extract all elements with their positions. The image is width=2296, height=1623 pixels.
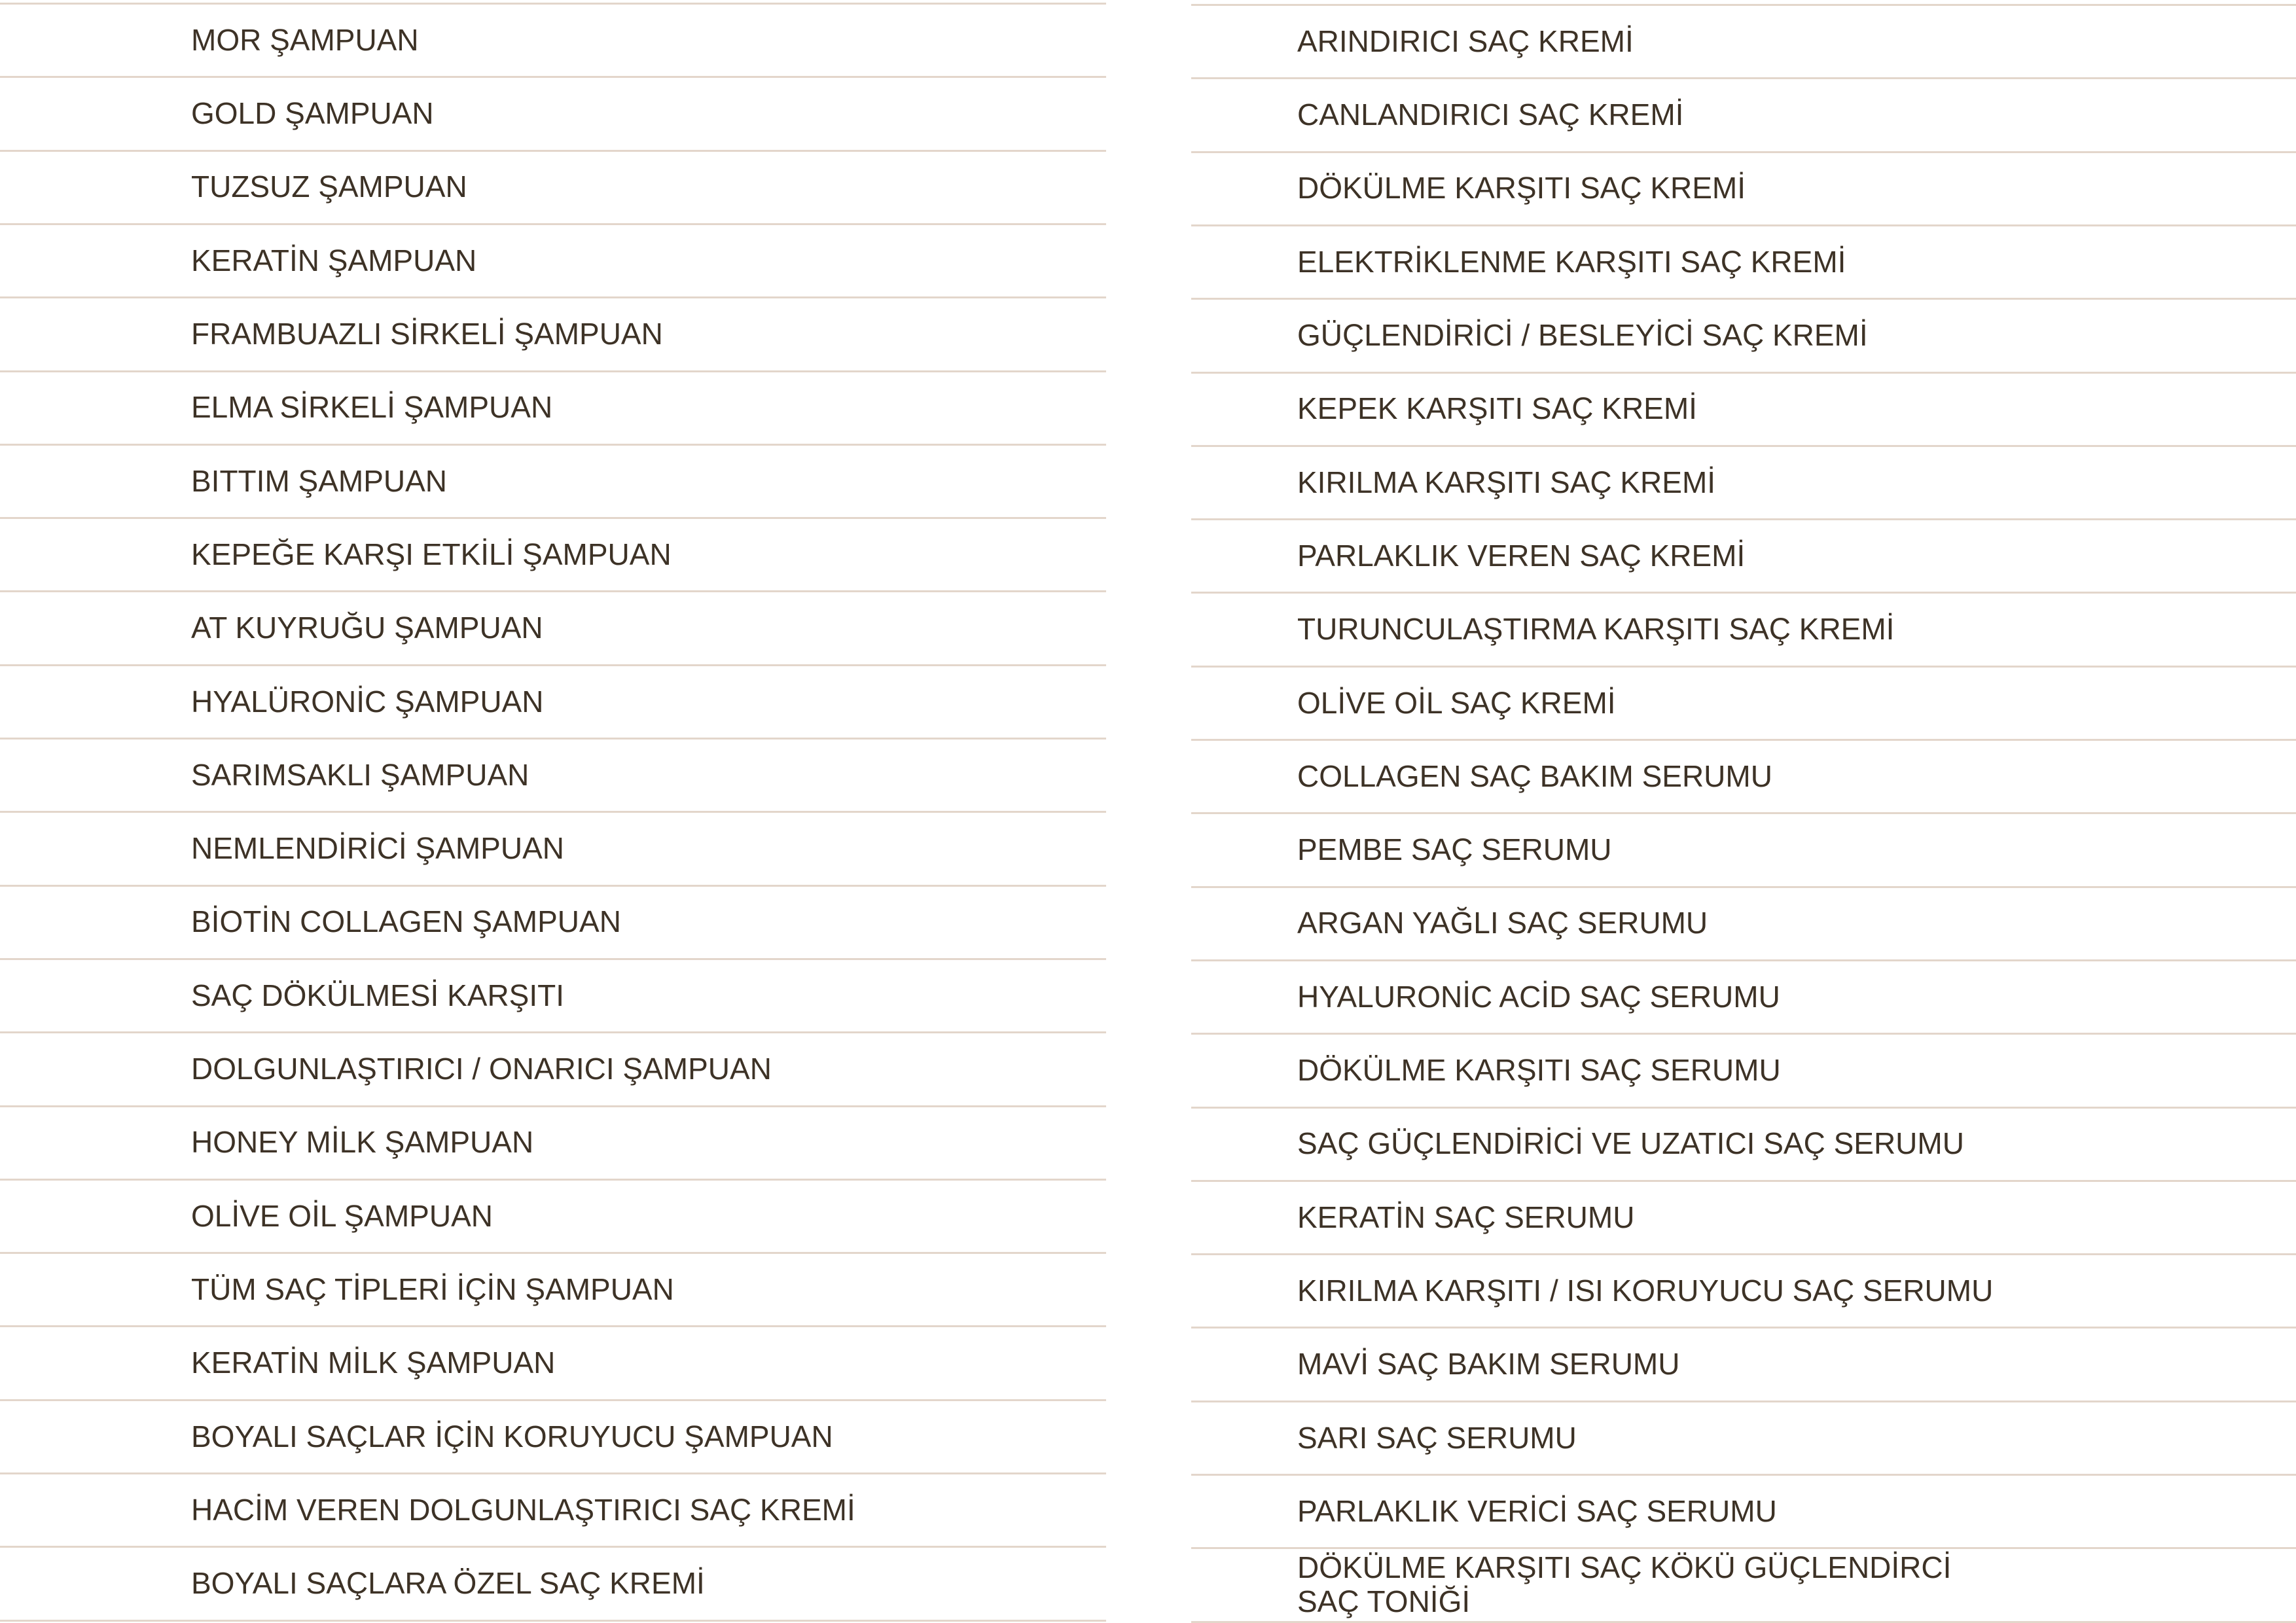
list-item: COLLAGEN SAÇ BAKIM SERUMU [1297,758,1772,793]
list-item: BOYALI SAÇLARA ÖZEL SAÇ KREMİ [191,1566,705,1601]
list-item: ELMA SİRKELİ ŞAMPUAN [191,390,553,425]
list-item: PARLAKLIK VEREN SAÇ KREMİ [1297,538,1746,573]
list-item: PEMBE SAÇ SERUMU [1297,832,1612,867]
list-item: KERATİN ŞAMPUAN [191,243,477,277]
list-item: MAVİ SAÇ BAKIM SERUMU [1297,1347,1680,1382]
list-item: DOLGUNLAŞTIRICI / ONARICI ŞAMPUAN [191,1052,772,1086]
list-item: TÜM SAÇ TİPLERİ İÇİN ŞAMPUAN [191,1272,674,1306]
list-item: BİOTİN COLLAGEN ŞAMPUAN [191,904,621,939]
list-item: BITTIM ŞAMPUAN [191,463,448,498]
list-item: KEPEK KARŞITI SAÇ KREMİ [1297,391,1697,426]
list-item: OLİVE OİL SAÇ KREMİ [1297,685,1616,720]
list-item: HONEY MİLK ŞAMPUAN [191,1125,534,1160]
row-divider [0,1620,1106,1622]
list-item: SAÇ DÖKÜLMESİ KARŞITI [191,978,565,1012]
list-item: AT KUYRUĞU ŞAMPUAN [191,611,543,645]
row-divider [1191,1621,2296,1623]
list-item: ARINDIRICI SAÇ KREMİ [1297,24,1634,58]
list-item: KIRILMA KARŞITI / ISI KORUYUCU SAÇ SERUMU [1297,1273,1994,1308]
list-item: KERATİN SAÇ SERUMU [1297,1200,1635,1234]
list-item: SARI SAÇ SERUMU [1297,1420,1577,1455]
list-item: HYALURONİC ACİD SAÇ SERUMU [1297,979,1780,1014]
list-item: NEMLENDİRİCİ ŞAMPUAN [191,831,564,866]
list-item: TURUNCULAŞTIRMA KARŞITI SAÇ KREMİ [1297,612,1895,647]
list-item: FRAMBUAZLI SİRKELİ ŞAMPUAN [191,317,663,351]
list-item: DÖKÜLME KARŞITI SAÇ KÖKÜ GÜÇLENDİRCİ SAÇ TONİĞİ [1297,1550,1952,1618]
list-item: ELEKTRİKLENME KARŞITI SAÇ KREMİ [1297,244,1846,279]
list-item: PARLAKLIK VERİCİ SAÇ SERUMU [1297,1493,1777,1528]
list-item: TUZSUZ ŞAMPUAN [191,169,467,204]
list-item: MOR ŞAMPUAN [191,22,419,57]
list-item: KIRILMA KARŞITI SAÇ KREMİ [1297,465,1716,499]
list-item: SARIMSAKLI ŞAMPUAN [191,757,529,792]
list-item: SAÇ GÜÇLENDİRİCİ VE UZATICI SAÇ SERUMU [1297,1126,1964,1161]
list-item: HACİM VEREN DOLGUNLAŞTIRICI SAÇ KREMİ [191,1492,855,1527]
list-item: GOLD ŞAMPUAN [191,96,434,131]
list-item: KERATİN MİLK ŞAMPUAN [191,1346,556,1380]
list-item: ARGAN YAĞLI SAÇ SERUMU [1297,906,1708,940]
list-item: HYALÜRONİC ŞAMPUAN [191,684,544,719]
list-item: DÖKÜLME KARŞITI SAÇ KREMİ [1297,171,1746,205]
list-item: BOYALI SAÇLAR İÇİN KORUYUCU ŞAMPUAN [191,1419,833,1454]
list-item: KEPEĞE KARŞI ETKİLİ ŞAMPUAN [191,537,672,571]
list-item: DÖKÜLME KARŞITI SAÇ SERUMU [1297,1053,1781,1088]
list-item: OLİVE OİL ŞAMPUAN [191,1198,493,1233]
list-item: GÜÇLENDİRİCİ / BESLEYİCİ SAÇ KREMİ [1297,318,1868,353]
list-item: CANLANDIRICI SAÇ KREMİ [1297,98,1684,132]
